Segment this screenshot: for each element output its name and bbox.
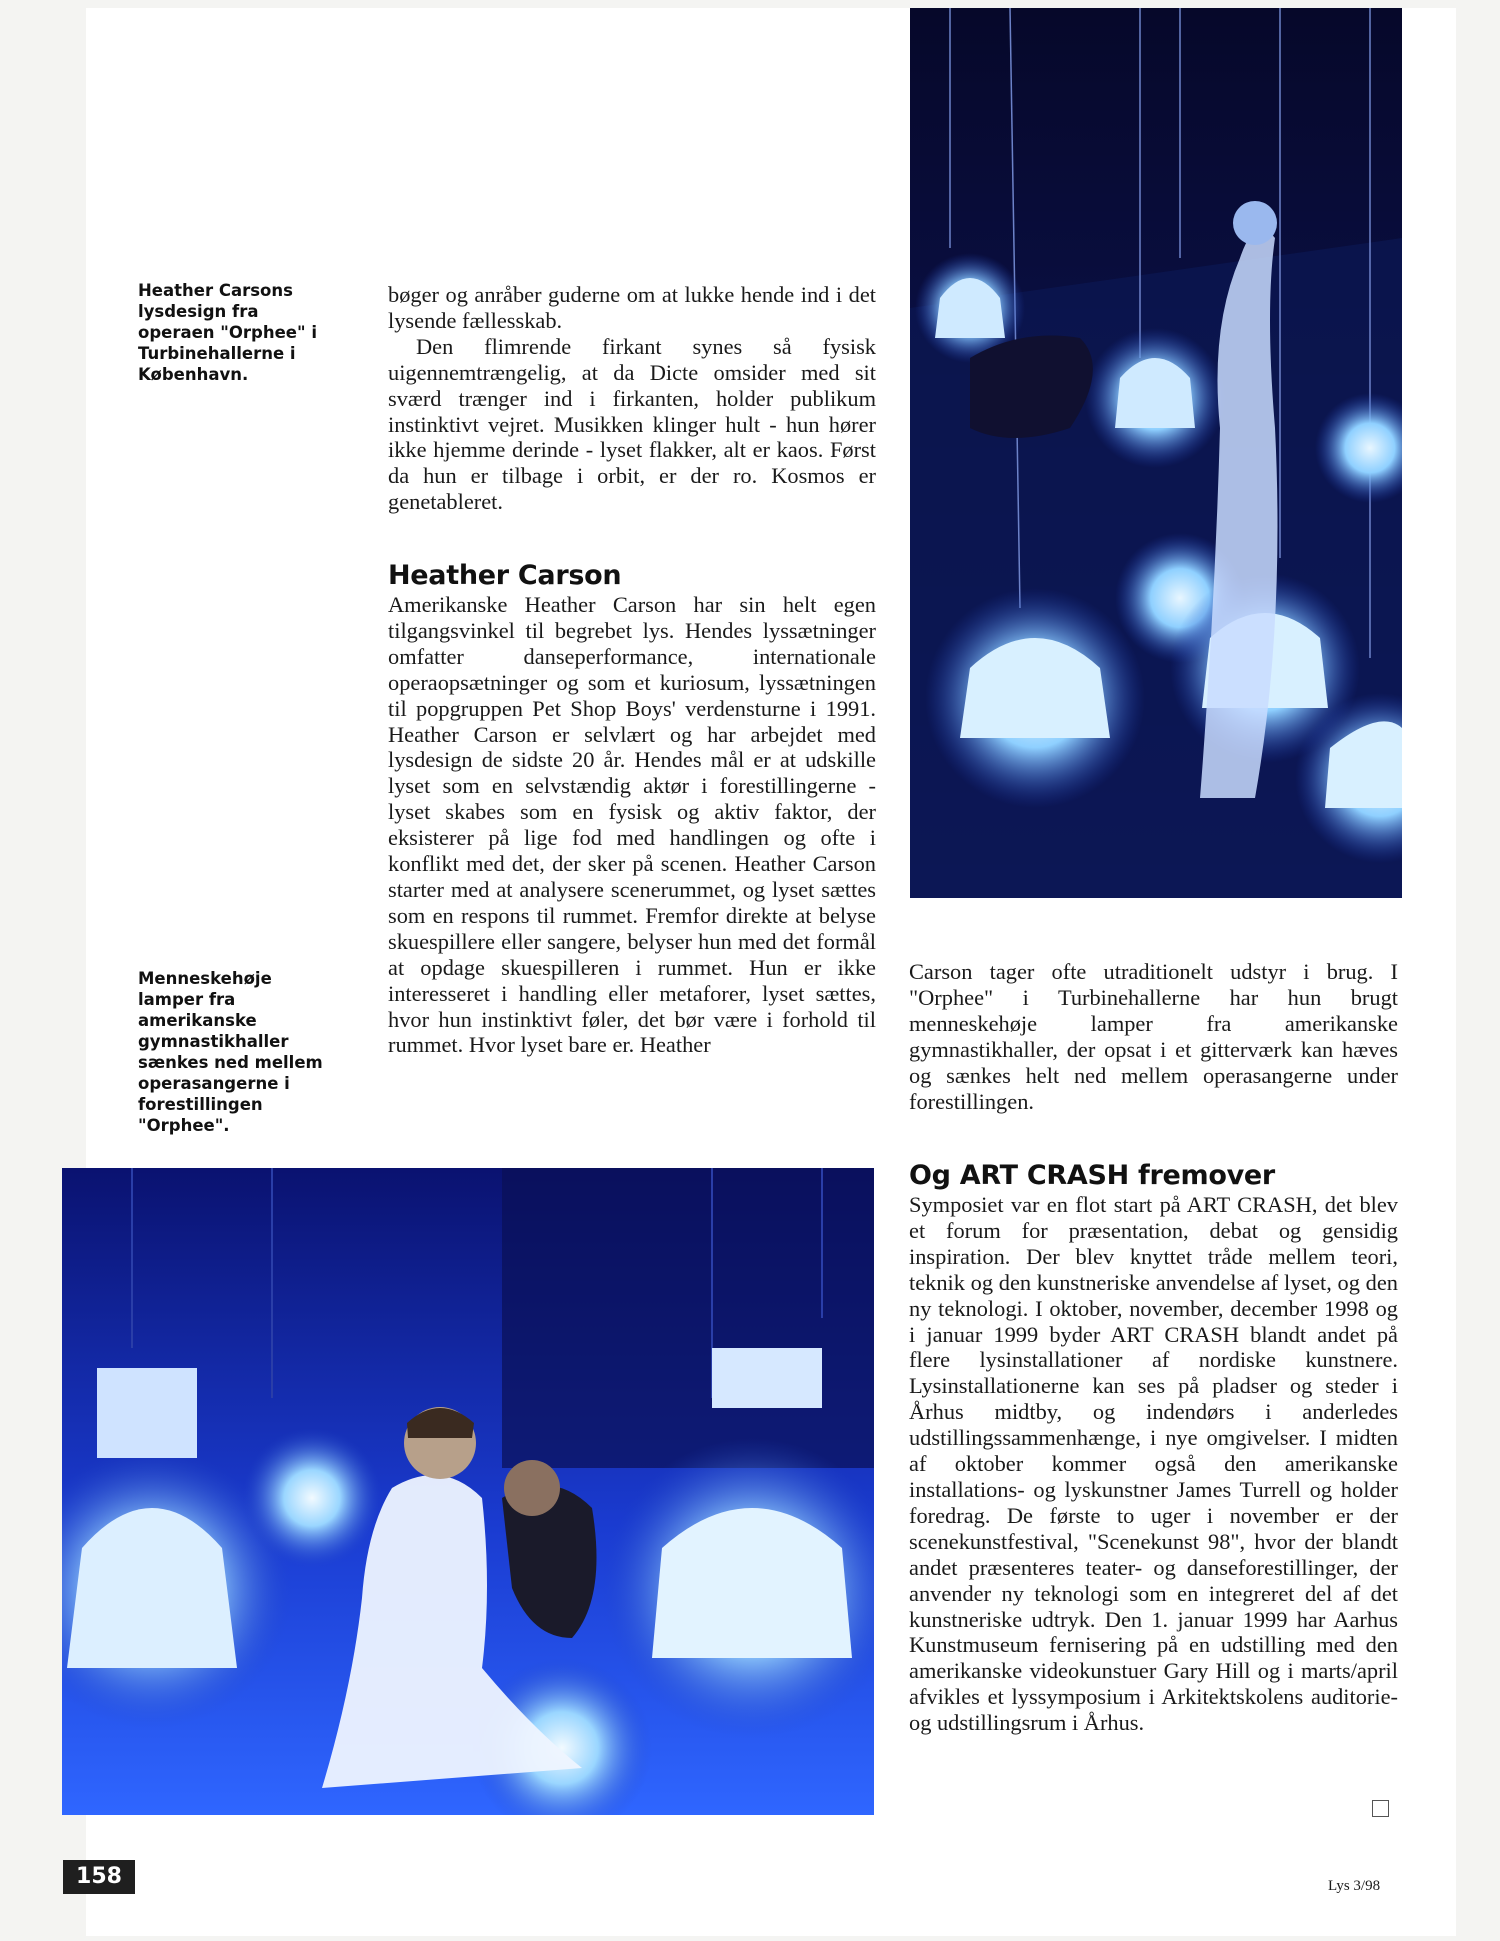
art-crash-body: Symposiet var en flot start på ART CRASH, det blev et forum for præsentation, debat og gensidig inspiration. Der blev knyttet tråde mellem teori, teknik og den kunstneriske anvendelse af lyset, og den ny teknologi. I oktober, november, december 1998 og i januar 1999 byder ART CRASH blandt andet på flere lysinstallationer af nordiske kunstnere. Lysinstallationerne kan ses på pladser og steder i Århus midtby, og indendørs i anderledes udstillingssammenhænge, i nye omgivelser. I midten af oktober kommer også den amerikanske installations- og lyskunstner James Turrell og holder foredrag. De første to uger i november er der scenekunstfestival, "Scenekunst 98", hvor der blandt andet præsenteres teater- og danseforestillinger, der anvender ny teknologi som en integreret del af det kunstneriske udtryk. Den 1. januar 1999 har Aarhus Kunstmuseum fernisering på en udstilling med den amerikanske videokunstuer Gary Hill og i marts/april afvikles et lyssymposium i Arkitektskolens auditorie- og udstillingsrum i Århus. — [909, 1192, 1398, 1736]
section-art-crash — [909, 1160, 1398, 1736]
heather-carson-continuation-block — [909, 959, 1398, 1114]
photo-orphee-stage-top — [910, 8, 1402, 898]
section-heather-carson — [388, 560, 876, 1058]
end-of-article-box-icon — [1372, 1800, 1389, 1817]
photo-orphee-stage-bottom — [62, 1168, 874, 1815]
heather-carson-body: Amerikanske Heather Carson har sin helt egen tilgangsvinkel til begrebet lys. Hendes lyssætninger omfatter danseperformance, internationale operaopsætninger og som et kuriosum, lyssætningen til popgruppen Pet Shop Boys' verdensturne i 1991. Heather Carson er selvlært og har arbejdet med lysdesign de sidste 20 år. Hendes mål er at udskille lyset som en selvstændig aktør i forestillingerne - lyset skabes som en fysisk og aktiv faktor, der eksisterer på lige fod med handlingen og ofte i konflikt med det, der sker på scenen. Heather Carson starter med at analysere scenerummet, og lyset sættes som en respons til rummet. Fremfor direkte at belyse skuespillere eller sangere, belyser hun med det formål at opdage skuespilleren i rummet. Hun er ikke interesseret i handling eller metaforer, lyset sættes, hvor hun instinktivt føler, det bør være i forhold til rummet. Hvor lyset bare er. Heather — [388, 592, 876, 1058]
heather-carson-continuation: Carson tager ofte utraditionelt udstyr i brug. I "Orphee" i Turbinehallerne har hun brugt menneskehøje lamper fra amerikanske gymnastikhaller, der opsat i et gitterværk kan hæves og sænkes helt ned mellem operasangerne under forestillingen. — [909, 959, 1398, 1114]
photo-caption-bottom: Menneskehøje lamper fra amerikanske gymnastikhaller sænkes ned mellem operasangerne i forestillingen "Orphee". — [138, 969, 323, 1135]
intro-text — [388, 282, 876, 515]
photo-caption-top: Heather Carsons lysdesign fra operaen "Orphee" i Turbinehallerne i København. — [138, 281, 317, 384]
intro-paragraph-2: Den flimrende firkant synes så fysisk uigennemtrængelig, at da Dicte omsider med sit sværd trænger ind i firkanten, holder publikum instinktivt vejret. Musikken klinger hult - hun hører ikke hjemme derinde - lyset flakker, alt er kaos. Først da hun er tilbage i orbit, er der ro. Kosmos er genetableret. — [388, 333, 876, 515]
intro-paragraph-1: bøger og anråber guderne om at lukke hende ind i det lysende fællesskab. — [388, 282, 876, 333]
section-heading-heather-carson: Heather Carson — [388, 560, 622, 591]
issue-label: Lys 3/98 — [1328, 1878, 1381, 1894]
section-heading-art-crash: Og ART CRASH fremover — [909, 1160, 1275, 1191]
page-number: 158 — [63, 1860, 135, 1894]
